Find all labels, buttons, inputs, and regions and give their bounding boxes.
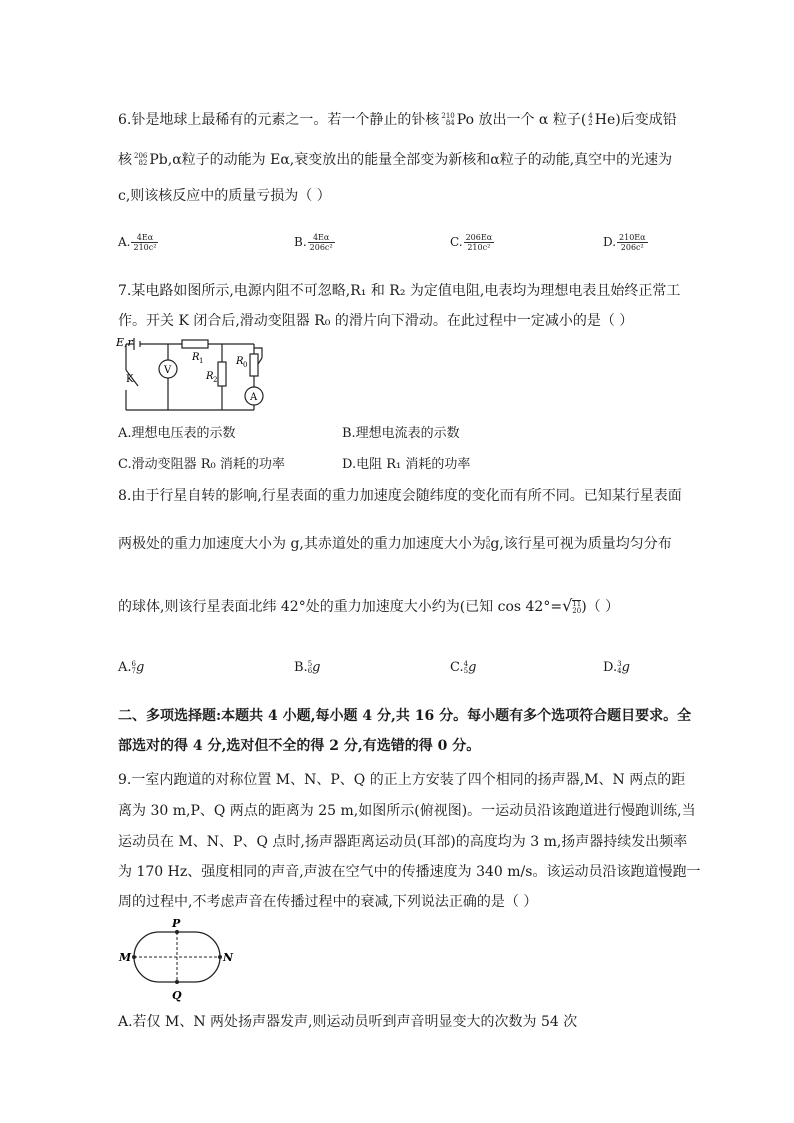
- q9-line1: 9.一室内跑道的对称位置 M、N、P、Q 的正上方安装了四个相同的扬声器,M、N 两点的距: [118, 772, 686, 788]
- q6-option-a[interactable]: A. $\frac{4E\alpha}{\text{210c²}}$: [118, 233, 157, 252]
- r2-resistor: [218, 362, 226, 386]
- voltmeter-label: V: [164, 365, 172, 376]
- pb-isotope-numbers: 206 82: [134, 152, 148, 167]
- q6-line1: 6.钋是地球上最稀有的元素之一。若一个静止的钋核 210 84 Po 放出一个 α 粒子( 4 2 He)后变成铅: [118, 112, 677, 128]
- q7-line1: 7.某电路如图所示,电源内阻不可忽略,R₁ 和 R₂ 为定值电阻,电表均为理想电表且始终正常工: [118, 283, 681, 299]
- q6-line3: c,则该核反应中的质量亏损为（ ）: [118, 188, 331, 204]
- r1-resistor: [182, 340, 208, 348]
- po-isotope-numbers: 210 84: [441, 112, 455, 127]
- he-isotope-numbers: 4 2: [588, 112, 593, 127]
- section2-line1: 二、多项选择题:本题共 4 小题,每小题 4 分,共 16 分。每小题有多个选项符合题目要求。全: [118, 708, 692, 724]
- q6-option-d[interactable]: D. $\frac{210E\alpha}{\text{206c²}}$: [603, 233, 646, 252]
- q9-line5: 周的过程中,不考虑声音在传播过程中的衰减,下列说法正确的是（ ）: [118, 894, 538, 910]
- point-p: [175, 930, 179, 934]
- q8-line2: 两极处的重力加速度大小为 g,其赤道处的重力加速度大小为 5 6 g,该行星可视为质量均匀分布: [118, 536, 672, 552]
- q7-option-b[interactable]: B.理想电流表的示数: [342, 426, 460, 441]
- r2-sub: 2: [213, 376, 218, 384]
- point-m: [132, 955, 136, 959]
- q9-line2: 离为 30 m,P、Q 两点的距离为 25 m,如图所示(俯视图)。一运动员沿该跑道进行慢跑训练,当: [118, 803, 696, 819]
- r0-sub: 0: [243, 361, 248, 369]
- track-diagram: [116, 914, 238, 1006]
- q9-line4: 为 170 Hz、强度相同的声音,声波在空气中的传播速度为 340 m/s。该运动员沿该跑道慢跑一: [118, 864, 701, 880]
- label-p: P: [172, 917, 181, 930]
- q9-line3: 运动员在 M、N、P、Q 点时,扬声器距离运动员(耳部)的高度均为 3 m,扬声器持续发出频率: [118, 834, 688, 850]
- label-n: N: [223, 951, 234, 964]
- q6-option-b[interactable]: B. $\frac{4E\alpha}{\text{206c²}}$: [294, 233, 333, 252]
- q8-option-a[interactable]: A. 6 7 g: [118, 659, 145, 675]
- r1-sub: 1: [199, 357, 204, 365]
- sqrt-symbol: √: [562, 596, 573, 615]
- r1-label: R: [192, 352, 200, 363]
- q8-option-d[interactable]: D. 3 4 g: [603, 659, 630, 675]
- q9-option-a[interactable]: A.若仅 M、N 两处扬声器发声,则运动员听到声音明显变大的次数为 54 次: [118, 1014, 578, 1030]
- r0-label: R: [236, 356, 244, 367]
- r0-rheostat: [250, 354, 258, 376]
- q7-option-c[interactable]: C.滑动变阻器 R₀ 消耗的功率: [118, 457, 285, 472]
- q7-option-a[interactable]: A.理想电压表的示数: [118, 426, 236, 441]
- point-n: [218, 955, 222, 959]
- section2-line2: 部选对的得 4 分,选对但不全的得 2 分,有选错的得 0 分。: [118, 738, 481, 754]
- r2-label: R: [206, 371, 214, 382]
- q6-option-c[interactable]: C. $\frac{206E\alpha}{\text{210c²}}$: [450, 233, 493, 252]
- label-m: M: [119, 951, 132, 964]
- circuit-diagram: [116, 336, 276, 414]
- point-q: [175, 980, 179, 984]
- q8-option-c[interactable]: C. 4 5 g: [450, 659, 477, 675]
- q8-line1: 8.由于行星自转的影响,行星表面的重力加速度会随纬度的变化而有所不同。已知某行星表面: [118, 488, 682, 504]
- q8-option-b[interactable]: B. 5 6 g: [294, 659, 321, 675]
- switch-label: K: [126, 374, 134, 385]
- source-label: E,r: [116, 336, 133, 349]
- ammeter-label: A: [250, 392, 258, 403]
- q7-line2: 作。开关 K 闭合后,滑动变阻器 R₀ 的滑片向下滑动。在此过程中一定减小的是（ ）: [118, 313, 634, 329]
- q8-line3: 的球体,则该行星表面北纬 42°处的重力加速度大小约为(已知 cos 42°=√ 11 20 )（ ）: [118, 596, 620, 615]
- label-q: Q: [172, 989, 182, 1002]
- q7-option-d[interactable]: D.电阻 R₁ 消耗的功率: [342, 457, 471, 472]
- q6-line2: 核 206 82 Pb,α粒子的动能为 Eα,衰变放出的能量全部变为新核和α粒子的动能,真空中的光速为: [118, 152, 673, 168]
